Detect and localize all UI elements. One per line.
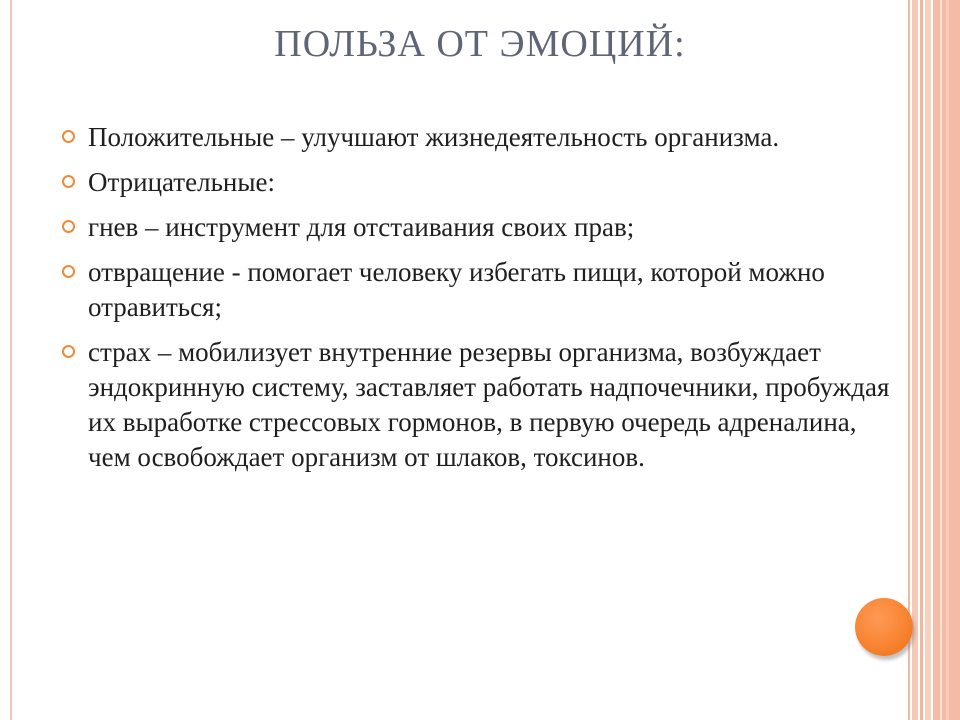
stripe xyxy=(925,0,931,720)
left-border-line xyxy=(10,0,12,720)
stripe xyxy=(920,0,923,720)
hollow-circle-bullet-icon xyxy=(62,345,75,358)
bullet-item xyxy=(62,120,892,155)
bullet-item xyxy=(62,165,892,200)
bullet-text: отвращение - помогает человеку избегать пищи, которой можно отравиться; xyxy=(88,257,825,322)
stripe xyxy=(946,0,949,720)
stripe xyxy=(912,0,918,720)
bullet-item xyxy=(62,335,892,475)
decorative-orange-circle-icon xyxy=(855,598,913,656)
right-decorative-stripes xyxy=(908,0,960,720)
bullet-item xyxy=(62,255,892,325)
hollow-circle-bullet-icon xyxy=(62,175,75,188)
bullet-text: Отрицательные: xyxy=(88,167,275,197)
hollow-circle-bullet-icon xyxy=(62,130,75,143)
stripe xyxy=(940,0,942,720)
bullet-text: Положительные – улучшают жизнедеятельность организма. xyxy=(88,122,780,152)
hollow-circle-bullet-icon xyxy=(62,220,75,233)
hollow-circle-bullet-icon xyxy=(62,265,75,278)
slide-title: ПОЛЬЗА ОТ ЭМОЦИЙ: xyxy=(274,23,686,65)
bullet-text: гнев – инструмент для отстаивания своих прав; xyxy=(88,212,635,242)
bullet-text: страх – мобилизует внутренние резервы организма, возбуждает эндокринную систему, заставляет работать надпочечники, пробуждая их выработке стрессовых гормонов, в первую очередь адреналина, чем освобождает организм от шлаков, токсинов. xyxy=(88,337,890,472)
bullet-list xyxy=(62,120,892,485)
bullet-item xyxy=(62,210,892,245)
